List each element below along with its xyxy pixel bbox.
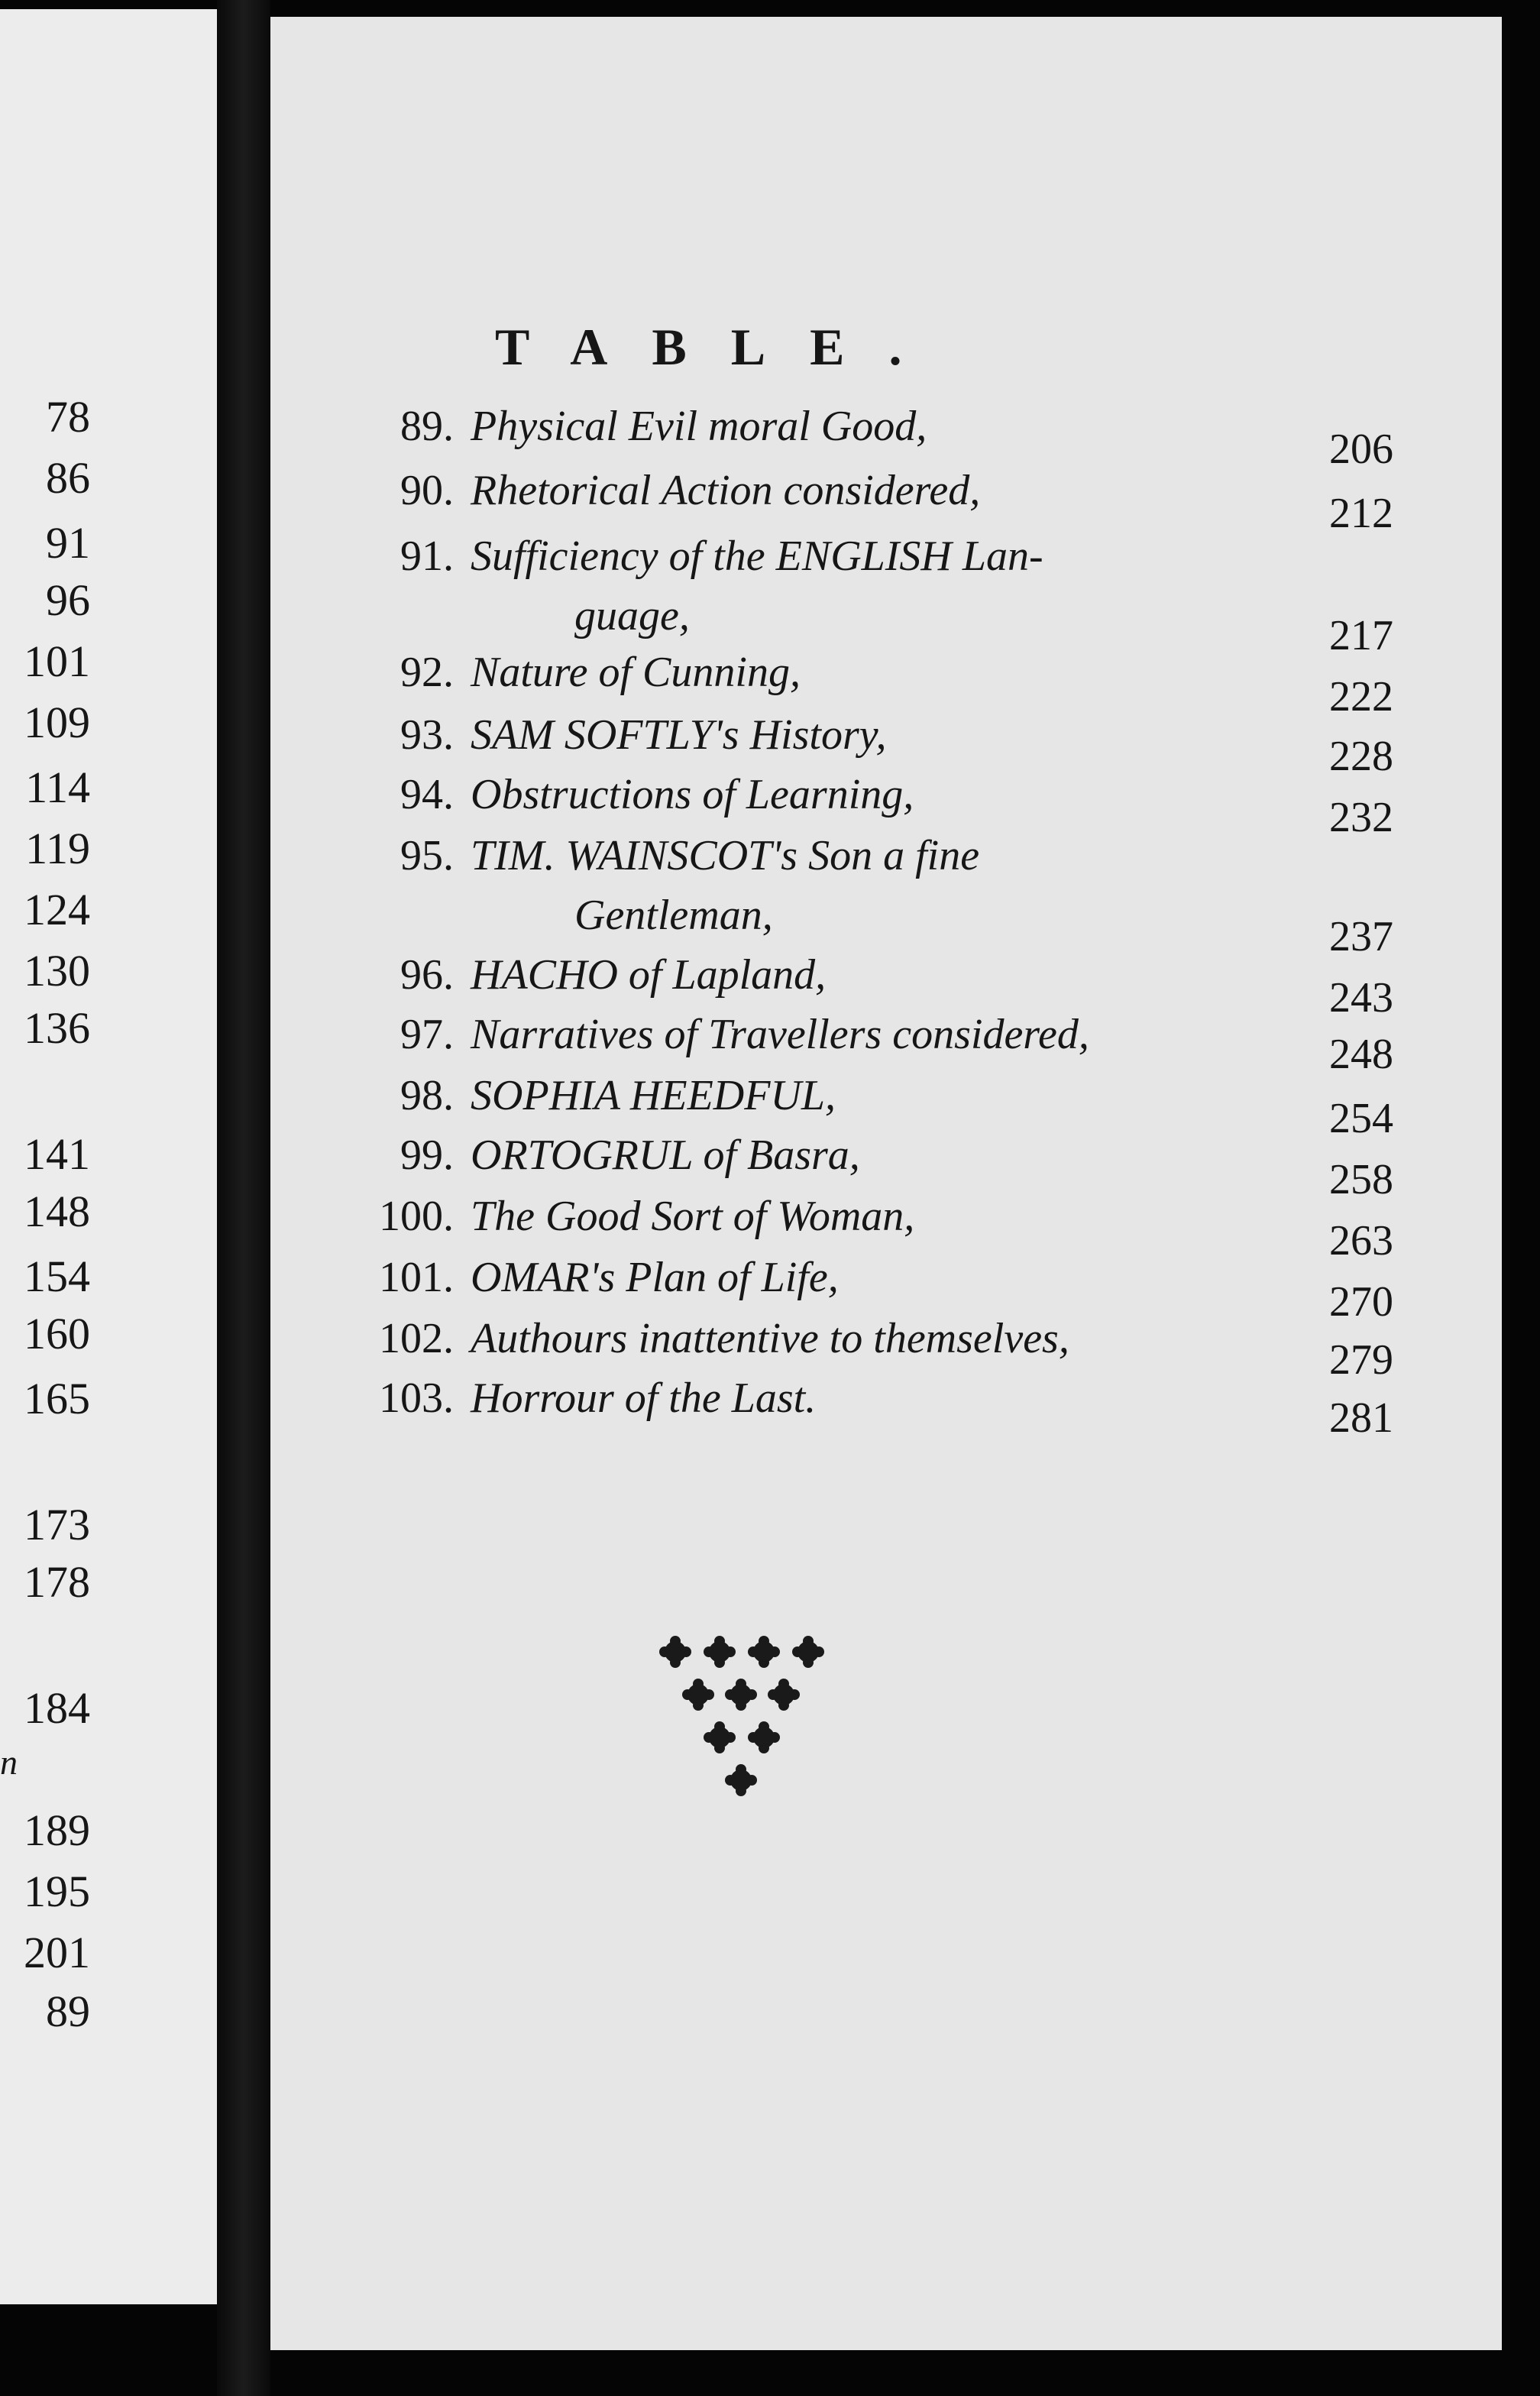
left-page-number: 173 — [24, 1500, 90, 1549]
entry-page-number: 228 — [1329, 733, 1393, 780]
fleuron-flower — [704, 1636, 736, 1668]
entry-title: HACHO of Lapland, — [471, 951, 827, 999]
left-page-number: 160 — [24, 1309, 90, 1358]
entry-title: SOPHIA HEEDFUL, — [471, 1072, 836, 1119]
left-page-stray-mark: n — [0, 1743, 18, 1782]
entry-page-number: 258 — [1329, 1156, 1393, 1203]
left-page-number: 130 — [24, 946, 90, 996]
page-heading: TABLE. — [495, 318, 946, 376]
entry-title-continuation: guage, — [574, 592, 690, 639]
left-page-number: 101 — [24, 636, 90, 686]
left-page-number: 89 — [46, 1986, 90, 2036]
entry-title: SAM SOFTLY's History, — [471, 711, 887, 759]
fleuron-flower — [704, 1721, 736, 1753]
left-page-number: 114 — [25, 763, 90, 812]
entry-title: The Good Sort of Woman, — [471, 1193, 915, 1240]
entry-page-number: 270 — [1329, 1278, 1393, 1326]
entry-number: 102. — [379, 1315, 454, 1362]
entry-page-number: 206 — [1329, 426, 1393, 473]
entry-title: Narratives of Travellers considered, — [471, 1011, 1089, 1058]
left-page-number: 119 — [25, 824, 90, 873]
left-page-number: 195 — [24, 1867, 90, 1916]
left-page-number: 201 — [24, 1928, 90, 1977]
entry-page-number: 222 — [1329, 673, 1393, 720]
left-page-number: 109 — [24, 698, 90, 747]
left-page-number: 148 — [24, 1187, 90, 1236]
entry-title: ORTOGRUL of Basra, — [471, 1132, 860, 1179]
right-page — [270, 17, 1502, 2350]
entry-number: 101. — [379, 1254, 454, 1301]
entry-number: 96. — [400, 951, 454, 999]
entry-number: 92. — [400, 649, 454, 696]
entry-title: Physical Evil moral Good, — [471, 403, 927, 450]
entry-page-number: 243 — [1329, 974, 1393, 1022]
entry-title: Sufficiency of the ENGLISH Lan- — [471, 533, 1043, 580]
fleuron-flower — [659, 1636, 691, 1668]
left-page-number: 141 — [24, 1129, 90, 1179]
entry-number: 99. — [400, 1132, 454, 1179]
entry-number: 89. — [400, 403, 454, 450]
entry-page-number: 212 — [1329, 490, 1393, 537]
entry-page-number: 237 — [1329, 913, 1393, 960]
left-page-number: 165 — [24, 1374, 90, 1423]
left-page — [0, 9, 217, 2304]
entry-page-number: 217 — [1329, 612, 1393, 659]
entry-number: 97. — [400, 1011, 454, 1058]
entry-title: Horrour of the Last. — [471, 1374, 817, 1422]
fleuron-flower — [748, 1721, 780, 1753]
entry-number: 90. — [400, 467, 454, 514]
fleuron-flower — [725, 1764, 757, 1796]
left-page-number: 124 — [24, 885, 90, 934]
entry-page-number: 281 — [1329, 1394, 1393, 1442]
entry-page-number: 254 — [1329, 1095, 1393, 1142]
entry-number: 91. — [400, 533, 454, 580]
fleuron-flower — [725, 1679, 757, 1711]
entry-number: 103. — [379, 1374, 454, 1422]
entry-number: 95. — [400, 832, 454, 879]
fleuron-flower — [682, 1679, 714, 1711]
fleuron-ornament — [652, 1633, 851, 1802]
entry-number: 98. — [400, 1072, 454, 1119]
entry-title: Rhetorical Action considered, — [471, 467, 981, 514]
entry-title: Authours inattentive to themselves, — [471, 1315, 1069, 1362]
entry-page-number: 279 — [1329, 1336, 1393, 1384]
left-page-number: 154 — [24, 1251, 90, 1301]
entry-title: OMAR's Plan of Life, — [471, 1254, 839, 1301]
left-page-number: 178 — [24, 1557, 90, 1607]
left-page-number: 78 — [46, 392, 90, 442]
left-page-number: 96 — [46, 575, 90, 625]
entry-page-number: 248 — [1329, 1031, 1393, 1078]
left-page-number: 136 — [24, 1003, 90, 1053]
fleuron-flower — [792, 1636, 824, 1668]
left-page-number: 184 — [24, 1683, 90, 1733]
entry-page-number: 232 — [1329, 794, 1393, 841]
left-page-number: 91 — [46, 518, 90, 568]
fleuron-flower — [768, 1679, 800, 1711]
entry-page-number: 263 — [1329, 1217, 1393, 1264]
entry-number: 93. — [400, 711, 454, 759]
entry-number: 100. — [379, 1193, 454, 1240]
entry-title-continuation: Gentleman, — [574, 892, 773, 939]
entry-title: Nature of Cunning, — [471, 649, 801, 696]
entry-number: 94. — [400, 771, 454, 818]
book-gutter — [217, 0, 270, 2396]
fleuron-flower — [748, 1636, 780, 1668]
entry-title: Obstructions of Learning, — [471, 771, 914, 818]
left-page-number: 86 — [46, 453, 90, 503]
entry-title: TIM. WAINSCOT's Son a fine — [471, 832, 980, 879]
left-page-number: 189 — [24, 1805, 90, 1855]
